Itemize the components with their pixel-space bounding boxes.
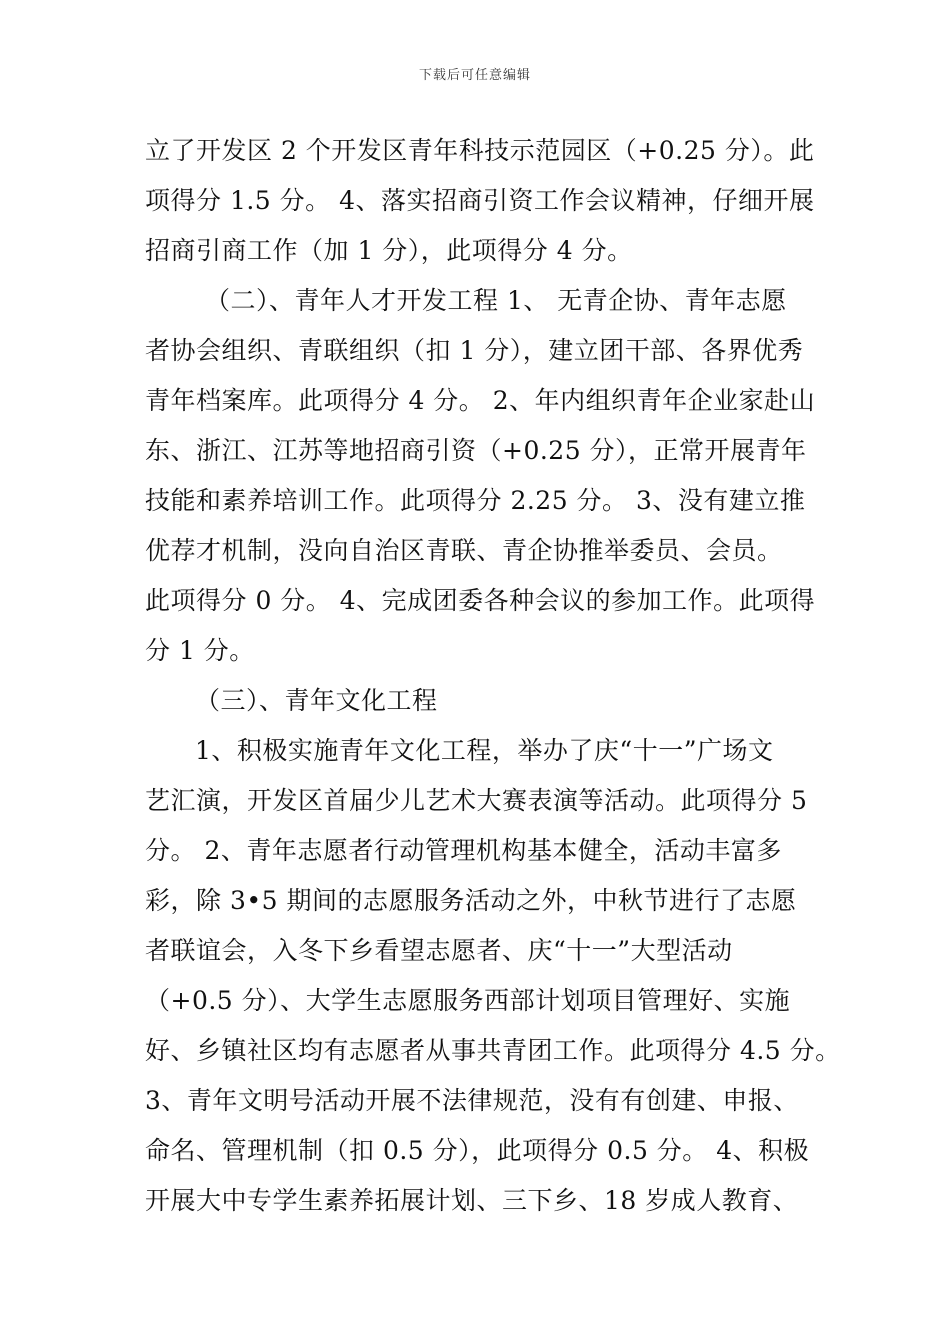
text-line: 彩，除 3•5 期间的志愿服务活动之外，中秋节进行了志愿 (145, 886, 797, 915)
text-line: 优荐才机制，没向自治区青联、青企协推举委员、会员。 (145, 536, 783, 565)
text-line: 分 1 分。 (145, 636, 255, 665)
text-line: 开展大中专学生素养拓展计划、三下乡、18 岁成人教育、 (145, 1186, 799, 1215)
text-line: 项得分 1.5 分。 4、落实招商引资工作会议精神，仔细开展 (145, 186, 815, 215)
text-line: 好、乡镇社区均有志愿者从事共青团工作。此项得分 4.5 分。 (145, 1036, 841, 1065)
text-line: 东、浙江、江苏等地招商引资（+0.25 分），正常开展青年 (145, 436, 807, 465)
text-line: 者联谊会，入冬下乡看望志愿者、庆“十一”大型活动 (145, 936, 733, 965)
text-line: 者协会组织、青联组织（扣 1 分），建立团干部、各界优秀 (145, 336, 804, 365)
text-line: 3、青年文明号活动开展不法律规范，没有有创建、申报、 (145, 1086, 799, 1115)
text-line: 技能和素养培训工作。此项得分 2.25 分。 3、没有建立推 (145, 486, 806, 515)
text-line: 1、积极实施青年文化工程，举办了庆“十一”广场文 (195, 736, 774, 765)
text-line: 命名、管理机制（扣 0.5 分），此项得分 0.5 分。 4、积极 (145, 1136, 810, 1165)
text-line: 此项得分 0 分。 4、完成团委各种会议的参加工作。此项得 (145, 586, 816, 615)
text-line: 青年档案库。此项得分 4 分。 2、年内组织青年企业家赴山 (145, 386, 816, 415)
text-line: 分。 2、青年志愿者行动管理机构基本健全，活动丰富多 (145, 836, 782, 865)
text-line: 艺汇演，开发区首届少儿艺术大赛表演等活动。此项得分 5 (145, 786, 808, 815)
text-line: （二）、青年人才开发工程 1、 无青企协、青年志愿 (205, 286, 787, 315)
document-body (145, 126, 841, 1226)
section-heading: （三）、青年文化工程 (195, 686, 438, 715)
text-line: （+0.5 分）、大学生志愿服务西部计划项目管理好、实施 (145, 986, 791, 1015)
text-line: 招商引商工作（加 1 分），此项得分 4 分。 (145, 236, 633, 265)
text-line: 立了开发区 2 个开发区青年科技示范园区（+0.25 分）。此 (145, 136, 815, 165)
page-header: 下载后可任意编辑 (418, 68, 531, 83)
